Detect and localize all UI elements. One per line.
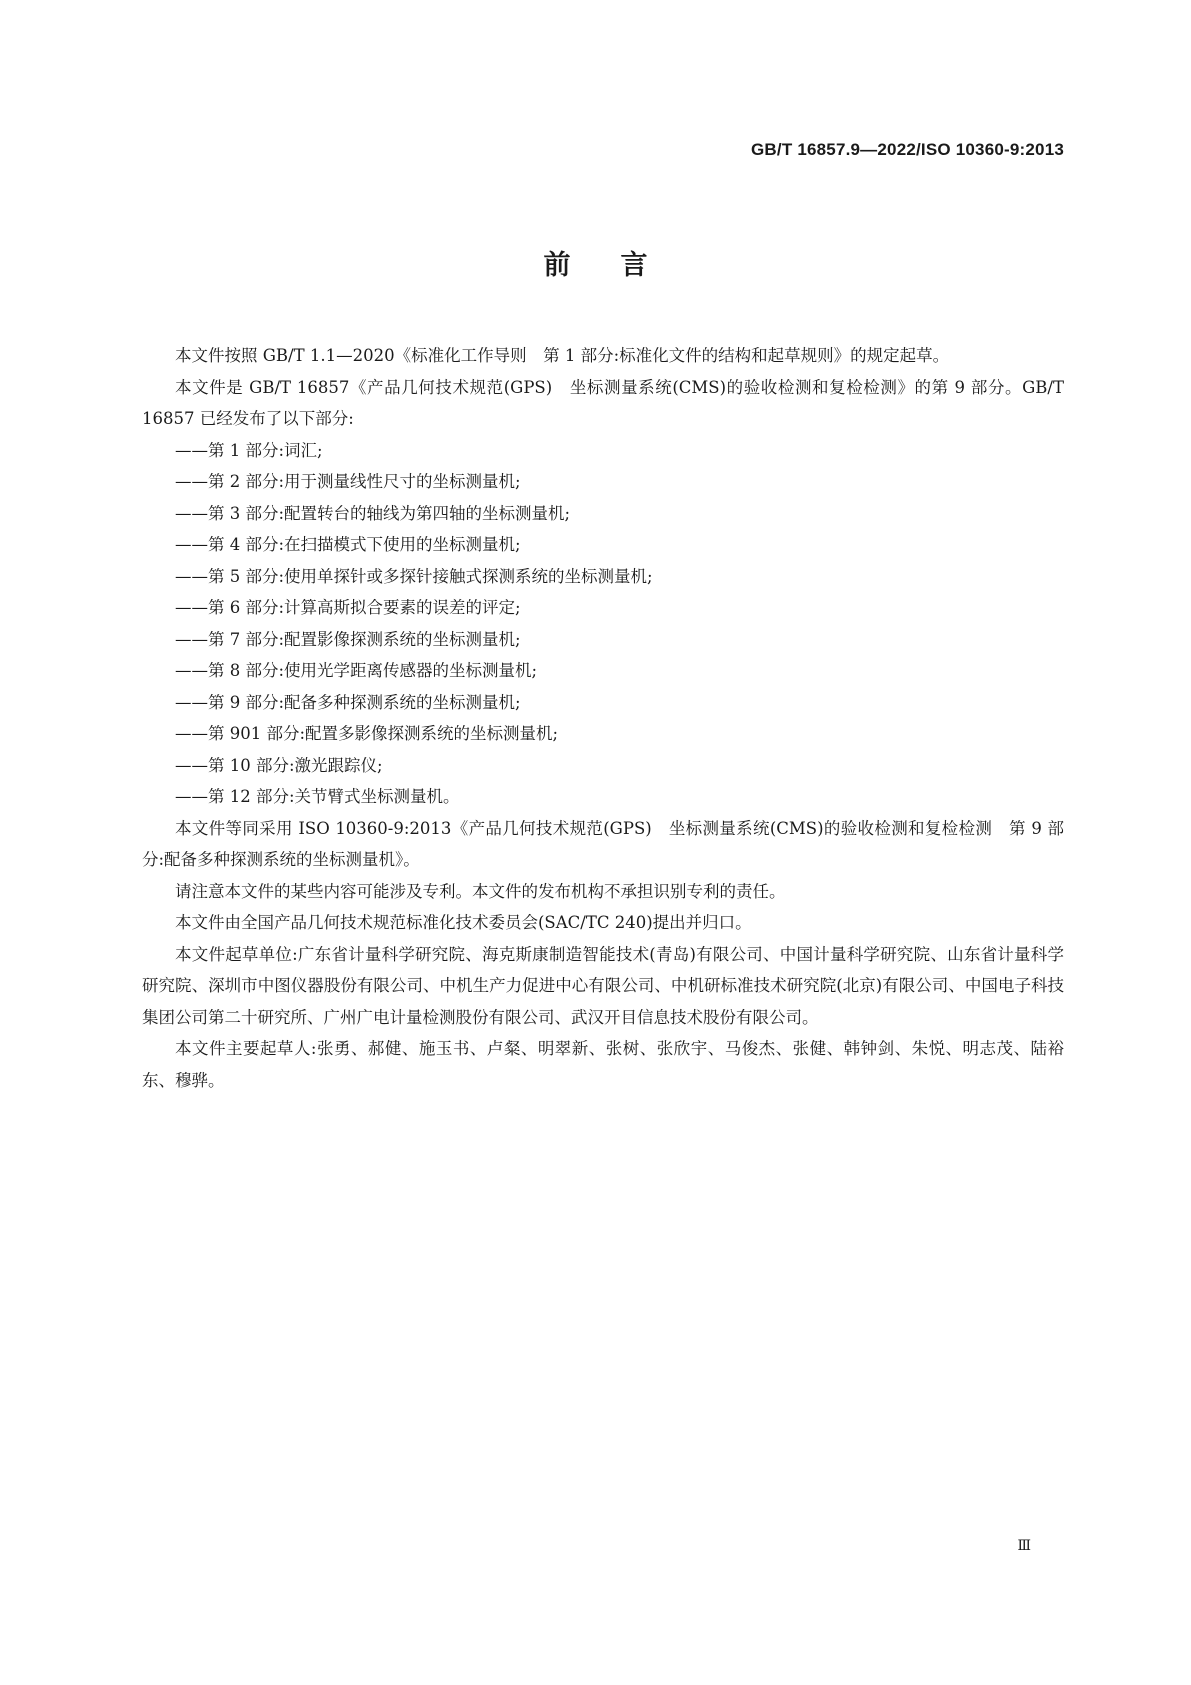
page-number: Ⅲ — [1017, 1538, 1031, 1554]
list-item: ——第 12 部分:关节臂式坐标测量机。 — [175, 787, 460, 806]
paragraph-series-intro: 本文件是 GB/T 16857《产品几何技术规范(GPS) 坐标测量系统(CMS)的验收检测和复检检测》的第 9 部分。GB/T 16857 已经发布了以下部分: — [142, 377, 1064, 428]
list-item: ——第 901 部分:配置多影像探测系统的坐标测量机; — [175, 724, 559, 743]
paragraph-drafting-units: 本文件起草单位:广东省计量科学研究院、海克斯康制造智能技术(青岛)有限公司、中国计量科学研究院、山东省计量科学研究院、深圳市中图仪器股份有限公司、中机生产力促进中心有限公司、中机研标准技术研究院(北京)有限公司、中国电子科技集团公司第二十研究所、广州广电计量检测股份有限公司、武汉开目信息技术股份有限公司。 — [142, 944, 1064, 1027]
foreword-body — [142, 340, 1064, 1096]
list-item: ——第 8 部分:使用光学距离传感器的坐标测量机; — [175, 661, 538, 680]
parts-list — [142, 435, 1064, 813]
list-item: ——第 10 部分:激光跟踪仪; — [175, 755, 383, 775]
list-item: ——第 3 部分:配置转台的轴线为第四轴的坐标测量机; — [175, 503, 571, 523]
list-item: ——第 6 部分:计算高斯拟合要素的误差的评定; — [175, 598, 521, 617]
list-item: ——第 2 部分:用于测量线性尺寸的坐标测量机; — [175, 472, 521, 491]
paragraph-equivalence: 本文件等同采用 ISO 10360-9:2013《产品几何技术规范(GPS) 坐标测量系统(CMS)的验收检测和复检检测 第 9 部分:配备多种探测系统的坐标测量机》。 — [142, 818, 1064, 869]
list-item: ——第 5 部分:使用单探针或多探针接触式探测系统的坐标测量机; — [175, 566, 653, 586]
paragraph-drafters: 本文件主要起草人:张勇、郝健、施玉书、卢粲、明翠新、张树、张欣宇、马俊杰、张健、韩钟剑、朱悦、明志茂、陆裕东、穆骅。 — [142, 1039, 1064, 1090]
list-item: ——第 7 部分:配置影像探测系统的坐标测量机; — [175, 629, 521, 649]
paragraph-proposer: 本文件由全国产品几何技术规范标准化技术委员会(SAC/TC 240)提出并归口。 — [175, 913, 752, 932]
list-item: ——第 1 部分:词汇; — [175, 440, 323, 460]
page-title: 前言 — [543, 250, 698, 281]
list-item: ——第 4 部分:在扫描模式下使用的坐标测量机; — [175, 535, 521, 554]
paragraph-drafting-rules: 本文件按照 GB/T 1.1—2020《标准化工作导则 第 1 部分:标准化文件的结构和起草规则》的规定起草。 — [175, 346, 950, 365]
paragraph-patent-notice: 请注意本文件的某些内容可能涉及专利。本文件的发布机构不承担识别专利的责任。 — [175, 881, 786, 901]
list-item: ——第 9 部分:配备多种探测系统的坐标测量机; — [175, 692, 521, 712]
document-id-header: GB/T 16857.9—2022/ISO 10360-9:2013 — [751, 140, 1064, 159]
